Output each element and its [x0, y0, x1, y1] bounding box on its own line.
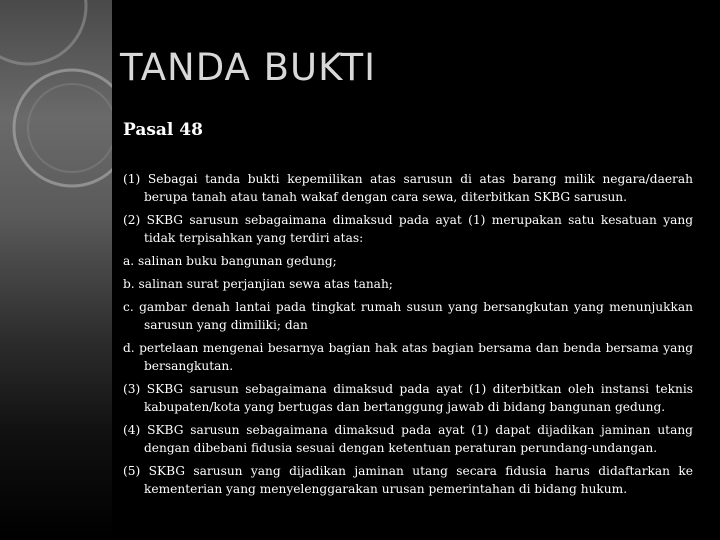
paragraph-5: (5) SKBG sarusun yang dijadikan jaminan utang secara fidusia harus didaftarkan ke kementerian yang menyelenggarakan urusan pemerintahan di bidang hukum.	[123, 464, 693, 496]
article-body	[123, 170, 693, 503]
paragraph-2: (2) SKBG sarusun sebagaimana dimaksud pada ayat (1) merupakan satu kesatuan yang tidak terpisahkan yang terdiri atas:	[123, 213, 693, 245]
paragraph-3: (3) SKBG sarusun sebagaimana dimaksud pada ayat (1) diterbitkan oleh instansi teknis kabupaten/kota yang bertugas dan bertanggung jawab di bidang bangunan gedung.	[123, 382, 693, 414]
paragraph-4: (4) SKBG sarusun sebagaimana dimaksud pada ayat (1) dapat dijadikan jaminan utang dengan dibebani fidusia sesuai dengan ketentuan peraturan perundang-undangan.	[123, 423, 693, 455]
slide-title: TANDA BUKTI	[120, 46, 376, 89]
list-item-b: b. salinan surat perjanjian sewa atas tanah;	[123, 277, 393, 291]
list-item-a: a. salinan buku bangunan gedung;	[123, 254, 337, 268]
decorative-side-panel	[0, 0, 112, 540]
paragraph-1: (1) Sebagai tanda bukti kepemilikan atas sarusun di atas barang milik negara/daerah berupa tanah atau tanah wakaf dengan cara sewa, diterbitkan SKBG sarusun.	[123, 172, 693, 204]
decorative-circles	[0, 0, 112, 540]
article-heading: Pasal 48	[123, 120, 203, 140]
list-item-c: c. gambar denah lantai pada tingkat rumah susun yang bersangkutan yang menunjukkan sarusun yang dimiliki; dan	[123, 300, 693, 332]
list-item-d: d. pertelaan mengenai besarnya bagian hak atas bagian bersama dan benda bersama yang bersangkutan.	[123, 341, 693, 373]
